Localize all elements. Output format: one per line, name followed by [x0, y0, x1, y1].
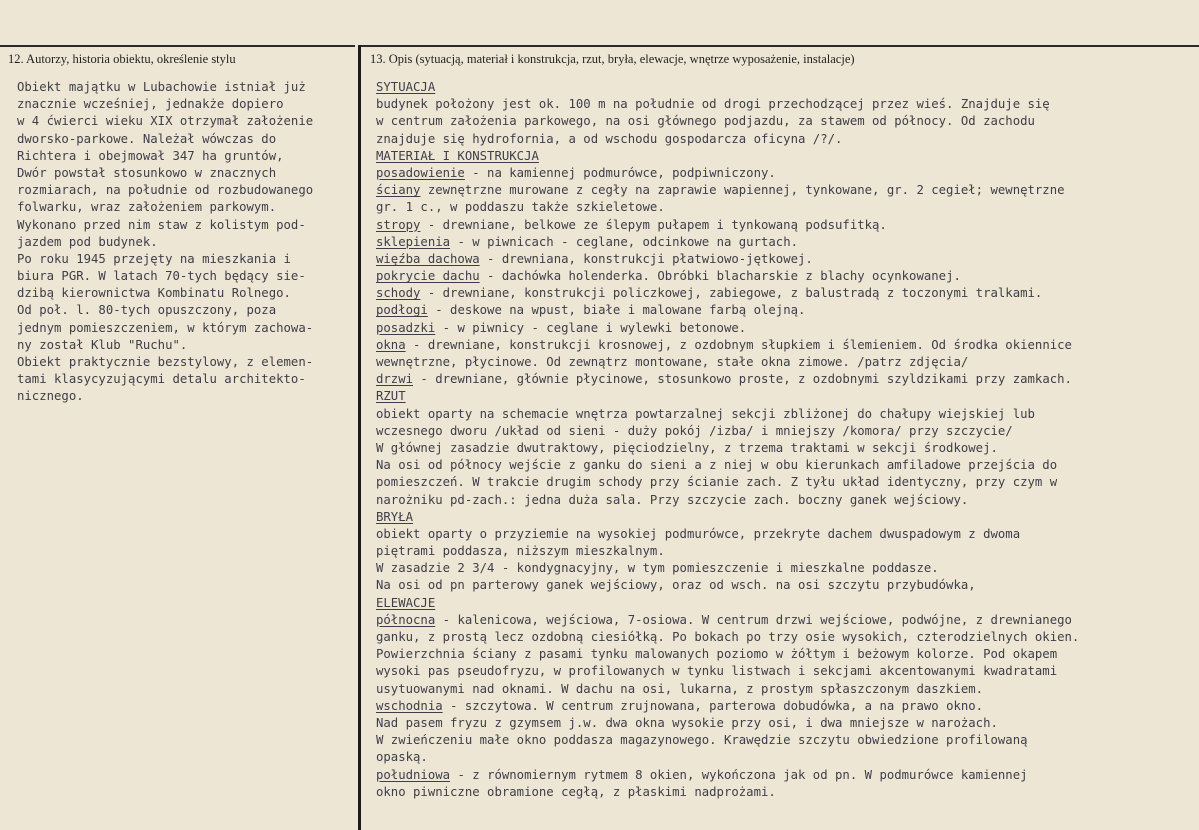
- description-line: [376, 663, 1191, 680]
- section-label: drzwi: [376, 372, 414, 387]
- history-line: Dwór powstał stosunkowo w znacznych: [17, 165, 277, 180]
- line-text: - deskowe na wpust, białe i malowane farbą olejną.: [427, 303, 806, 318]
- line-text: W zwieńczeniu małe okno poddasza magazynowego. Krawędzie szczytu obwiedzione profilowaną: [376, 733, 1028, 748]
- history-line: Wykonano przed nim staw z kolistym pod-: [17, 217, 306, 232]
- section-label: południowa: [376, 767, 451, 782]
- line-text: - szczytowa. W centrum zrujnowana, parterowa dobudówka, a na prawo okno.: [442, 698, 984, 713]
- line-text: - dachówka holenderka. Obróbki blacharskie z blachy ocynkowanej.: [479, 269, 961, 284]
- line-text: wysoki pas pseudofryzu, w profilowanych w tynku listwach i sekcjami akcentowanymi kwadratami: [376, 664, 1058, 679]
- description-line: [376, 79, 1191, 96]
- description-line: [376, 577, 1191, 594]
- section-label: BRYŁA: [376, 509, 414, 524]
- description-line: [376, 199, 1191, 216]
- description-line: [376, 165, 1191, 182]
- description-line: [376, 681, 1191, 698]
- line-text: - w piwnicach - ceglane, odcinkowe na gurtach.: [450, 234, 799, 249]
- description-line: [376, 388, 1191, 405]
- description-line: [376, 526, 1191, 543]
- line-text: - drewniane, głównie płycinowe, stosunkowo proste, z ozdobnymi szyldzikami przy zamkach.: [413, 372, 1072, 387]
- line-text: - w piwnicy - ceglane i wylewki betonowe.: [435, 320, 747, 335]
- description-line: [376, 457, 1191, 474]
- line-text: wewnętrzne, płycinowe. Od zewnątrz montowane, stałe okna zimowe. /patrz zdjęcia/: [376, 355, 969, 369]
- section-13-header: 13. Opis (sytuacją, materiał i konstrukcja, rzut, bryła, elewacje, wnętrze wyposażenie, instalacje): [370, 52, 855, 66]
- line-text: okno piwniczne obramione cegłą, z płaskimi nadprożami.: [376, 784, 776, 799]
- line-text: Na osi od północy wejście z ganku do sieni a z niej w obu kierunkach amfiladowe przejścia do: [376, 458, 1058, 473]
- description-line: [376, 440, 1191, 457]
- line-text: ganku, z prostą lecz ozdobną ciesiółką. Po bokach po trzy osie wysokich, czterodzielnych okien.: [376, 630, 1080, 644]
- description-line: [376, 182, 1191, 199]
- line-text: wczesnego dworu /układ od sieni - duży pokój /izba/ i mniejszy /komora/ przy szczycie/: [376, 423, 1013, 438]
- description-line: [376, 131, 1191, 148]
- description-line: [376, 732, 1191, 749]
- section-label: wschodnia: [376, 698, 443, 713]
- section-label: podłogi: [376, 303, 428, 318]
- line-text: obiekt oparty na schemacie wnętrza powtarzalnej sekcji zbliżonej do chałupy wiejskiej lub: [376, 406, 1035, 421]
- description-text: [376, 79, 1191, 801]
- description-line: [376, 646, 1191, 663]
- history-line: tami klasycyzującymi detalu architekto-: [17, 372, 306, 387]
- line-text: - drewniane, konstrukcji policzkowej, zabiegowe, z balustradą z toczonymi tralkami.: [420, 286, 1043, 301]
- history-line: folwarku, wraz założeniem parkowym.: [17, 200, 277, 215]
- description-line: [376, 251, 1191, 268]
- line-text: - z równomiernym rytmem 8 okien, wykończona jak od pn. W podmurówce kamiennej: [450, 767, 1028, 782]
- history-text: [17, 79, 347, 406]
- line-text: opaską.: [376, 750, 428, 765]
- section-label: sklepienia: [376, 234, 451, 249]
- line-text: - drewniana, konstrukcji płatwiowo-jętkowej.: [479, 251, 813, 266]
- history-line: rozmiarach, na południe od rozbudowanego: [17, 183, 314, 198]
- line-text: - drewniane, konstrukcji krosnowej, z ozdobnym słupkiem i ślemieniem. Od środka okiennice: [405, 337, 1072, 352]
- description-line: [376, 285, 1191, 302]
- section-label: więźba dachowa: [376, 251, 480, 266]
- section-label: pokrycie dachu: [376, 269, 480, 284]
- description-line: [376, 715, 1191, 732]
- description-line: [376, 767, 1191, 784]
- description-line: [376, 749, 1191, 766]
- description-line: [376, 612, 1191, 629]
- description-line: [376, 474, 1191, 491]
- line-text: Nad pasem fryzu z gzymsem j.w. dwa okna wysokie przy osi, i dwa mniejsze w narożach.: [376, 715, 998, 730]
- section-label: RZUT: [376, 389, 406, 404]
- section-12-header: 12. Autorzy, historia obiektu, określenie stylu: [8, 52, 236, 66]
- history-line: dzibą kierownictwa Kombinatu Rolnego.: [17, 286, 291, 301]
- line-text: obiekt oparty o przyziemie na wysokiej podmurówce, przekryte dachem dwuspadowym z dwoma: [376, 526, 1021, 541]
- section-label: północna: [376, 612, 436, 627]
- section-label: SYTUACJA: [376, 80, 436, 94]
- line-text: budynek położony jest ok. 100 m na południe od drogi przechodzącej przez wieś. Znajduje się: [376, 97, 1050, 112]
- section-label: posadzki: [376, 320, 436, 335]
- section-label: ELEWACJE: [376, 595, 436, 610]
- description-line: [376, 217, 1191, 234]
- history-line: w 4 ćwierci wieku XIX otrzymał założenie: [17, 114, 314, 129]
- section-label: MATERIAŁ I KONSTRUKCJA: [376, 148, 539, 163]
- description-line: [376, 302, 1191, 319]
- line-text: zewnętrzne murowane z cegły na zaprawie wapiennej, tynkowane, gr. 2 cegieł; wewnętrzne: [420, 183, 1065, 198]
- line-text: W głównej zasadzie dwutraktowy, pięciodzielny, z trzema traktami w sekcji środkowej.: [376, 440, 998, 455]
- history-line: dworsko-parkowe. Należał wówczas do: [17, 131, 277, 146]
- description-line: [376, 337, 1191, 354]
- history-line: znacznie wcześniej, jednakże dopiero: [17, 97, 284, 112]
- top-rule-left: [0, 45, 355, 47]
- line-text: narożniku pd-zach.: jedna duża sala. Przy szczycie zach. boczny ganek wejściowy.: [376, 492, 969, 507]
- top-rule-right: [361, 45, 1199, 47]
- history-line: jazdem pod budynek.: [17, 234, 158, 249]
- description-line: [376, 320, 1191, 337]
- line-text: usytuowanymi nad oknami. W dachu na osi, lukarna, z prostym spłaszczonym daszkiem.: [376, 681, 984, 696]
- description-line: [376, 148, 1191, 165]
- line-text: w centrum założenia parkowego, na osi głównego podjazdu, za stawem od północy. Od zachodu: [376, 114, 1035, 129]
- description-line: [376, 268, 1191, 285]
- description-line: [376, 629, 1191, 646]
- description-line: [376, 96, 1191, 113]
- history-line: Po roku 1945 przejęty na mieszkania i: [17, 251, 291, 266]
- description-line: [376, 423, 1191, 440]
- line-text: piętrami poddasza, niższym mieszkalnym.: [376, 544, 665, 559]
- description-line: [376, 543, 1191, 560]
- section-label: posadowienie: [376, 165, 465, 180]
- line-text: znajduje się hydrofornia, a od wschodu gospodarcza oficyna /?/.: [376, 131, 843, 146]
- description-line: [376, 595, 1191, 612]
- history-line: biura PGR. W latach 70-tych będący sie-: [17, 269, 306, 284]
- history-line: Od poł. l. 80-tych opuszczony, poza: [17, 303, 277, 318]
- description-line: [376, 560, 1191, 577]
- line-text: pomieszczeń. W trakcie drugim schody przy ścianie zach. Z tyłu układ identyczny, przy czym w: [376, 475, 1058, 490]
- description-line: [376, 354, 1191, 371]
- description-line: [376, 784, 1191, 801]
- line-text: - kalenicowa, wejściowa, 7-osiowa. W centrum drzwi wejściowe, podwójne, z drewnianego: [435, 612, 1072, 627]
- line-text: gr. 1 c., w poddaszu także szkieletowe.: [376, 200, 665, 215]
- description-line: [376, 509, 1191, 526]
- section-label: ściany: [376, 183, 421, 198]
- column-divider: [358, 45, 361, 830]
- description-line: [376, 113, 1191, 130]
- description-line: [376, 406, 1191, 423]
- history-line: jednym pomieszczeniem, w którym zachowa-: [17, 320, 314, 335]
- description-line: [376, 234, 1191, 251]
- description-line: [376, 371, 1191, 388]
- line-text: Na osi od pn parterowy ganek wejściowy, oraz od wsch. na osi szczytu przybudówka,: [376, 578, 976, 593]
- history-line: Obiekt praktycznie bezstylowy, z elemen-: [17, 355, 314, 369]
- section-label: schody: [376, 286, 421, 301]
- line-text: Powierzchnia ściany z pasami tynku malowanych poziomo w żółtym i beżowym kolorze. Pod okapem: [376, 647, 1058, 662]
- section-label: okna: [376, 337, 406, 352]
- line-text: - na kamiennej podmurówce, podpiwniczony.: [464, 165, 776, 180]
- history-line: ny został Klub "Ruchu".: [17, 337, 188, 352]
- section-label: stropy: [376, 217, 421, 232]
- history-line: Richtera i obejmował 347 ha gruntów,: [17, 148, 284, 163]
- description-line: [376, 492, 1191, 509]
- history-line: nicznego.: [17, 389, 84, 404]
- line-text: W zasadzie 2 3/4 - kondygnacyjny, w tym pomieszczenie i mieszkalne poddasze.: [376, 561, 939, 576]
- line-text: - drewniane, belkowe ze ślepym pułapem i tynkowaną podsufitką.: [420, 217, 887, 232]
- history-line: Obiekt majątku w Lubachowie istniał już: [17, 80, 306, 94]
- description-line: [376, 698, 1191, 715]
